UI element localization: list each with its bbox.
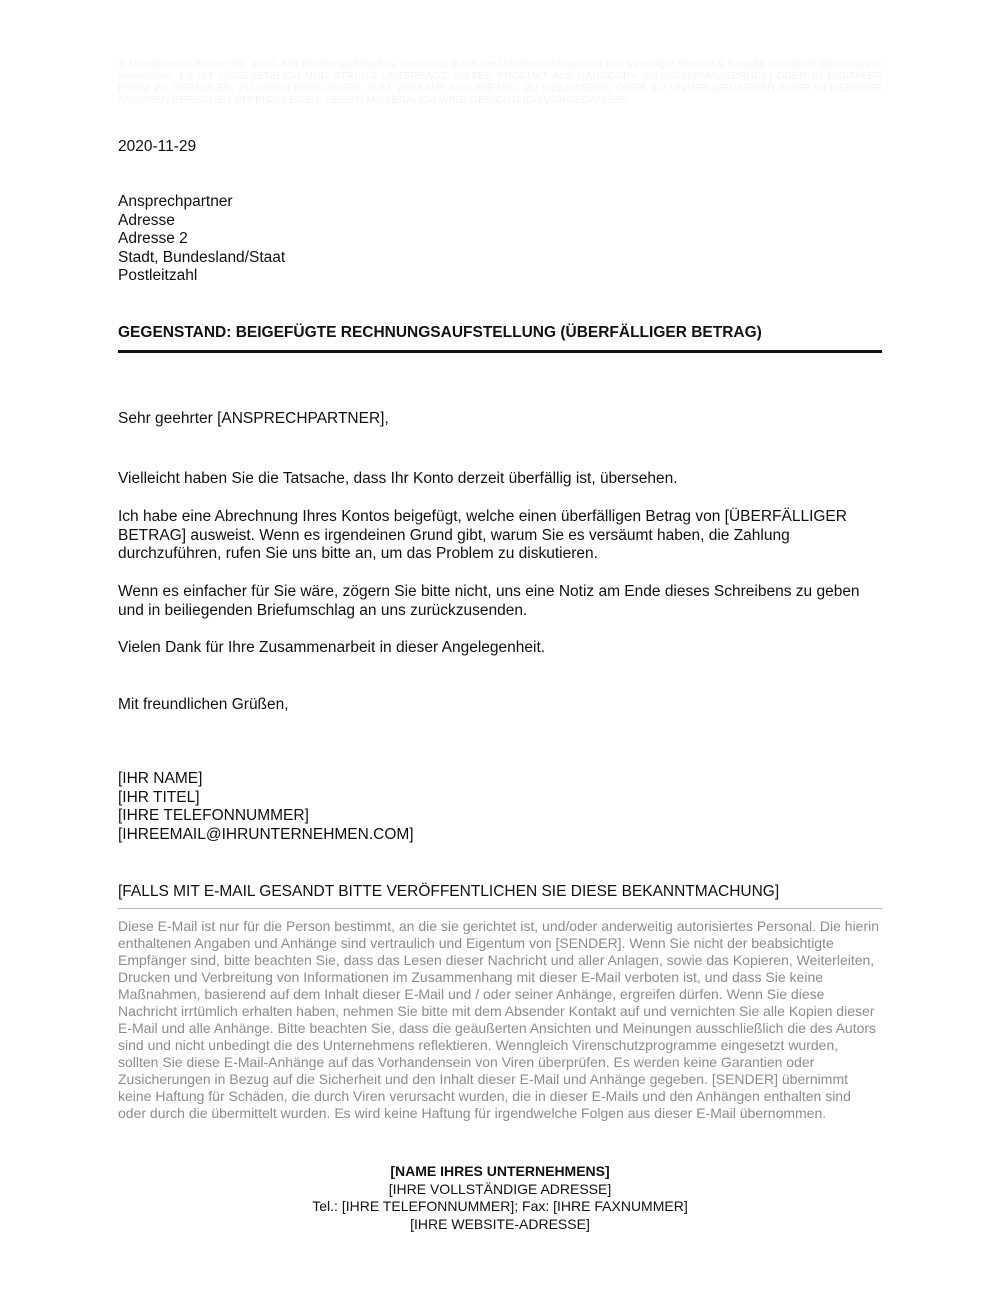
recipient-address-line-1: Adresse (118, 211, 175, 229)
subject-line: GEGENSTAND: BEIGEFÜGTE RECHNUNGSAUFSTELLUNG (ÜBERFÄLLIGER BETRAG) (118, 324, 762, 341)
recipient-contact: Ansprechpartner (118, 193, 233, 210)
body-paragraph: Vielen Dank für Ihre Zusammenarbeit in dieser Angelegenheit. (118, 639, 546, 656)
signature-name: [IHR NAME] (118, 770, 203, 787)
salutation: Sehr geehrter [ANSPRECHPARTNER], (118, 410, 389, 427)
signature-email: [IHREEMAIL@IHRUNTERNEHMEN.COM] (118, 825, 414, 843)
recipient-address-line-2: Adresse 2 (118, 230, 188, 248)
notice-divider (118, 908, 882, 909)
body-paragraph: Ich habe eine Abrechnung Ihres Kontos beigefügt, welche einen überfälligen Betrag von [ÜBERFÄLLIGER BETRAG] ausweist. Wenn es irgendeinen Grund gibt, warum Sie es versäumt haben, die Zahlung durchzuführen, rufen Sie uns bitte an, um das Problem zu diskutieren. (118, 508, 847, 563)
footer-company-name: [NAME IHRES UNTERNEHMENS] (390, 1163, 610, 1179)
recipient-city-state: Stadt, Bundesland/Staat (118, 248, 286, 266)
footer-address: [IHRE VOLLSTÄNDIGE ADRESSE] (388, 1180, 612, 1197)
closing: Mit freundlichen Grüßen, (118, 696, 289, 713)
footer-contact: Tel.: [IHRE TELEFONNUMMER]; Fax: [IHRE FAXNUMMER] (312, 1198, 688, 1214)
footer-website: [IHRE WEBSITE-ADRESSE] (410, 1215, 590, 1232)
letter-date: 2020-11-29 (118, 138, 197, 155)
recipient-postal-code: Postleitzahl (118, 267, 198, 285)
signature-title: [IHR TITEL] (118, 788, 200, 806)
body-paragraph: Wenn es einfacher für Sie wäre, zögern Sie bitte nicht, uns eine Notiz am Ende dieses Schreibens zu geben und in beiliegenden Briefumschlag an uns zurückzusenden. (118, 583, 860, 619)
email-disclaimer: Diese E-Mail ist nur für die Person bestimmt, an die sie gerichtet ist, und/oder anderweitig autorisiertes Personal. Die hierin enthaltenen Angaben und Anhänge sind vertraulich und Eigentum von [SENDER]. Wenn Sie nicht der beabsichtigte Empfänger sind, bitte beachten Sie, dass das Lesen dieser Nachricht und aller Anlagen, sowie das Kopieren, Weiterleiten, Drucken und Verbreitung von Informationen im Zusammenhang mit dieser E-Mail verboten ist, und dass Sie keine Maßnahmen, basierend auf dem Inhalt dieser E-Mail und / oder seiner Anhänge, ergreifen dürfen. Wenn Sie diese Nachricht irrtümlich erhalten haben, nehmen Sie bitte mit dem Absender Kontakt auf und vernichten Sie alle Kopien dieser E-Mail und alle Anhänge. Bitte beachten Sie, dass die geäußerten Ansichten und Meinungen ausschließlich die des Autors sind und nicht unbedingt die des Unternehmens reflektieren. Wenngleich Virenschutzprogramme eingesetzt wurden, sollten Sie diese E-Mail-Anhänge auf das Vorhandensein von Viren überprüfen. Es werden keine Garantien oder Zusicherungen in Bezug auf die Sicherheit und den Inhalt dieser E-Mail und Anhänge gegeben. [SENDER] übernimmt keine Haftung für Schäden, die durch Viren verursacht wurden, die in dieser E-Mails und den Anhängen enthalten sind oder durch die übermittelt wurden. Es wird keine Haftung für irgendwelche Folgen aus dieser E-Mail übernommen. (118, 918, 880, 1121)
body-paragraph: Vielleicht haben Sie die Tatsache, dass Ihr Konto derzeit überfällig ist, übersehen. (118, 470, 678, 487)
subject-divider (118, 350, 882, 353)
signature-block (118, 770, 414, 844)
recipient-address (118, 193, 285, 286)
copyright-notice: © Urheberrecht Biztree Inc. 2010. Alle Rechte vorbehalten. Geschützt durch die Urheberrechtsgesetze des Vereinigte Staaten & Kanada und durch internationale Abkommen. ES IST UNGESETZLICH UND STRENG UNTERSAGT, DIESES PRODUKT ALS HARDCOPY [BILDSCHIRMAUSDRUCK] ODER IN DIGITALER FORM ZU VERTEILEN, ZU VERÖFFENTLICHEN, ZUM VERKAUF ANZUBIETEN, ZU LIZENZIEREN ODER ZU UNTERLIZENZIEREN ODER GEGENÜBER ANDEREN PERSONEN OFFENZULEGEN. GEGEN MISSBRAUCH WIRD GERICHTLICH VORGEGANGEN. (118, 58, 882, 106)
company-footer (118, 1163, 882, 1233)
email-notice-title: [FALLS MIT E-MAIL GESANDT BITTE VERÖFFENTLICHEN SIE DIESE BEKANNTMACHUNG] (118, 883, 780, 900)
signature-phone: [IHRE TELEFONNUMMER] (118, 807, 309, 825)
